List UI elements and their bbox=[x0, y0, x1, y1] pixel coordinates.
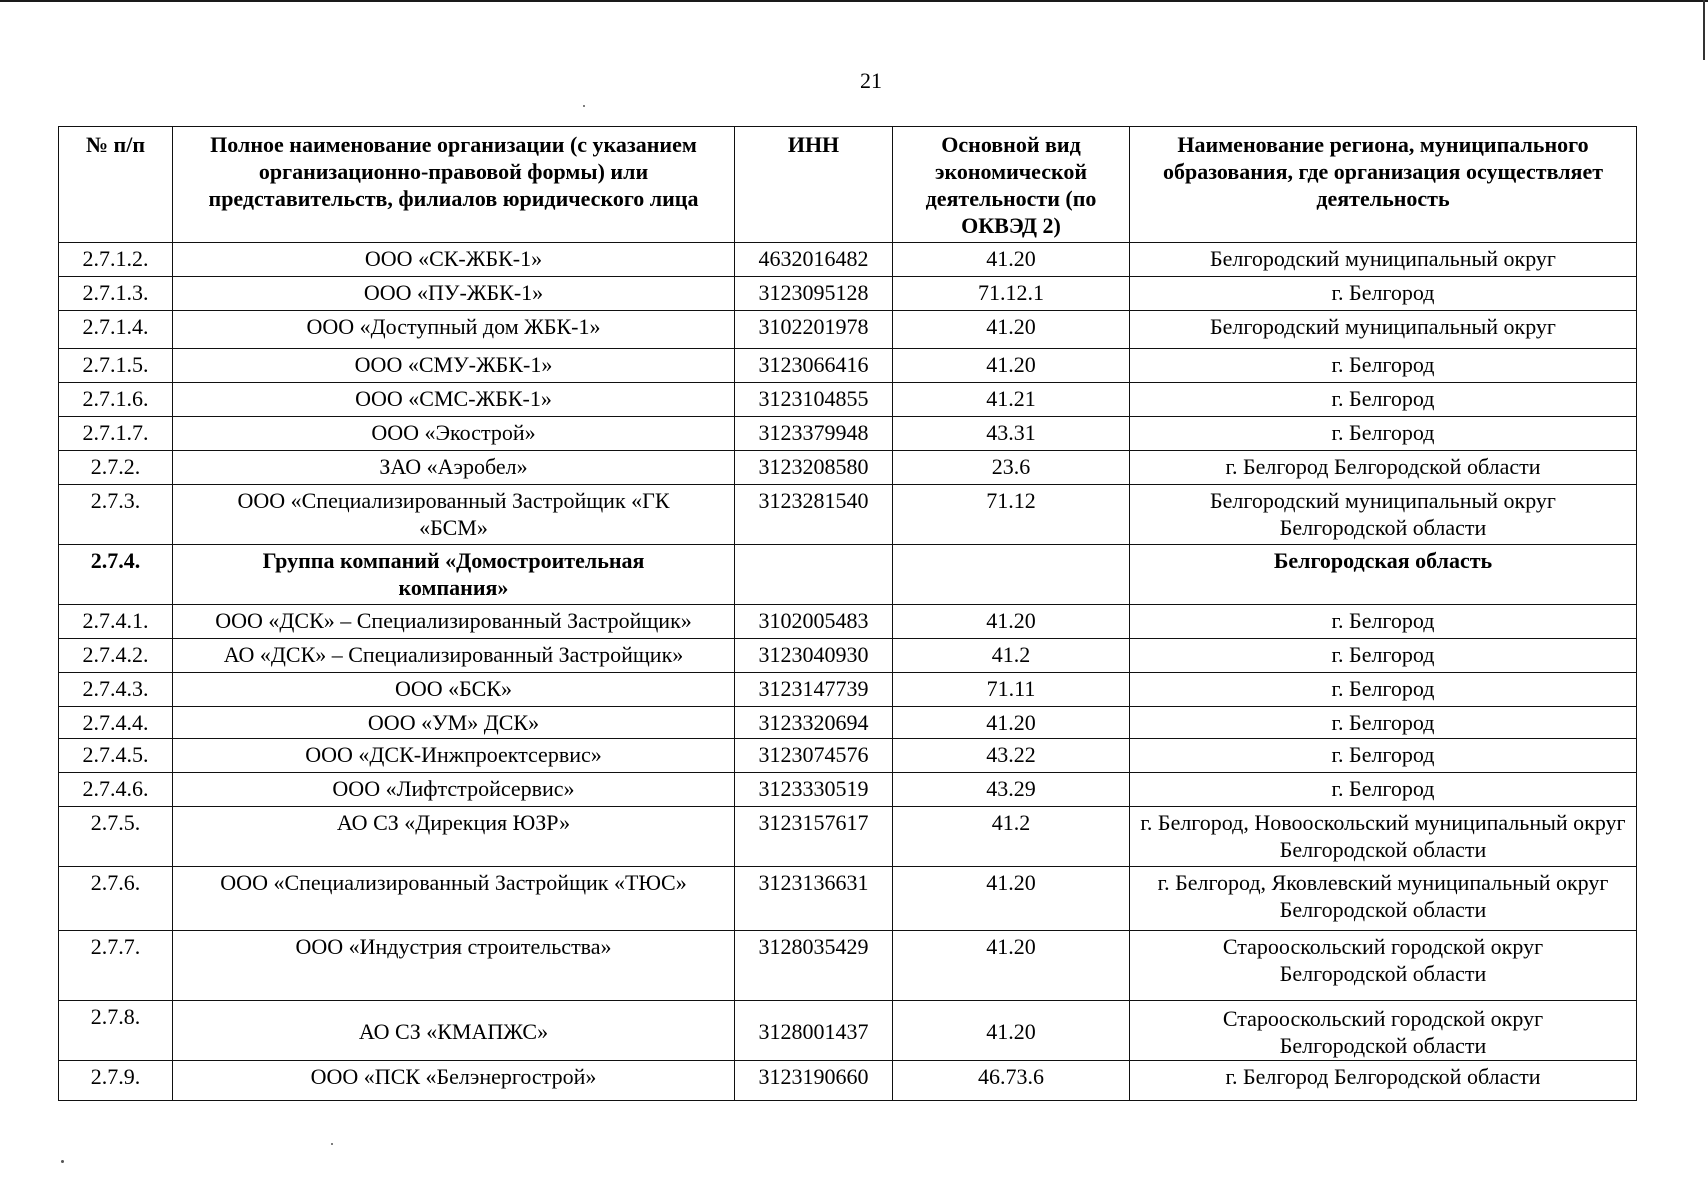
table-row bbox=[59, 349, 1637, 383]
row-okved bbox=[893, 545, 1130, 605]
row-inn: 3123147739 bbox=[735, 673, 893, 707]
row-inn: 3123066416 bbox=[735, 349, 893, 383]
row-num: 2.7.4.5. bbox=[59, 739, 173, 773]
row-name: АО СЗ «Дирекция ЮЗР» bbox=[173, 807, 735, 867]
row-num: 2.7.1.6. bbox=[59, 383, 173, 417]
row-inn: 3123040930 bbox=[735, 639, 893, 673]
row-num: 2.7.4.4. bbox=[59, 707, 173, 739]
row-num: 2.7.1.2. bbox=[59, 243, 173, 277]
row-num: 2.7.3. bbox=[59, 485, 173, 545]
table-row bbox=[59, 383, 1637, 417]
row-num: 2.7.4.1. bbox=[59, 605, 173, 639]
row-region: г. Белгород, Новооскольский муниципальный округ Белгородской области bbox=[1130, 807, 1637, 867]
table-row bbox=[59, 243, 1637, 277]
table-row bbox=[59, 867, 1637, 931]
row-inn: 3123136631 bbox=[735, 867, 893, 931]
scan-speck bbox=[61, 1160, 64, 1163]
row-okved: 41.20 bbox=[893, 243, 1130, 277]
row-name: ООО «Доступный дом ЖБК-1» bbox=[173, 311, 735, 349]
row-name: ООО «СК-ЖБК-1» bbox=[173, 243, 735, 277]
right-scan-edge bbox=[1703, 0, 1705, 60]
page-number: 21 bbox=[860, 68, 882, 93]
row-num: 2.7.1.5. bbox=[59, 349, 173, 383]
row-region: Старооскольский городской округ Белгородской области bbox=[1130, 931, 1637, 1001]
row-num: 2.7.4.3. bbox=[59, 673, 173, 707]
header-num: № п/п bbox=[59, 127, 173, 243]
row-name: ООО «Специализированный Застройщик «ГК «БСМ» bbox=[173, 485, 735, 545]
table-row bbox=[59, 773, 1637, 807]
row-inn: 3123208580 bbox=[735, 451, 893, 485]
organizations-table bbox=[58, 126, 1637, 1101]
row-region: г. Белгород bbox=[1130, 349, 1637, 383]
row-inn: 3123095128 bbox=[735, 277, 893, 311]
row-region: г. Белгород bbox=[1130, 639, 1637, 673]
row-region: Белгородский муниципальный округ bbox=[1130, 243, 1637, 277]
row-num: 2.7.2. bbox=[59, 451, 173, 485]
row-region: г. Белгород, Яковлевский муниципальный округ Белгородской области bbox=[1130, 867, 1637, 931]
row-name: ООО «УМ» ДСК» bbox=[173, 707, 735, 739]
scan-speck bbox=[583, 105, 585, 107]
row-num: 2.7.8. bbox=[59, 1001, 173, 1061]
top-scan-edge bbox=[0, 0, 1708, 2]
row-num: 2.7.5. bbox=[59, 807, 173, 867]
row-name: ЗАО «Аэробел» bbox=[173, 451, 735, 485]
row-inn: 3128035429 bbox=[735, 931, 893, 1001]
row-name: ООО «Специализированный Застройщик «ТЮС» bbox=[173, 867, 735, 931]
row-name: ООО «ДСК-Инжпроектсервис» bbox=[173, 739, 735, 773]
row-num: 2.7.1.3. bbox=[59, 277, 173, 311]
row-num: 2.7.1.4. bbox=[59, 311, 173, 349]
row-region: Белгородский муниципальный округ Белгородской области bbox=[1130, 485, 1637, 545]
table-row bbox=[59, 1061, 1637, 1101]
row-num: 2.7.9. bbox=[59, 1061, 173, 1101]
table-row bbox=[59, 639, 1637, 673]
row-num: 2.7.4.2. bbox=[59, 639, 173, 673]
row-inn: 3128001437 bbox=[735, 1001, 893, 1061]
row-okved: 71.12.1 bbox=[893, 277, 1130, 311]
row-region: г. Белгород bbox=[1130, 773, 1637, 807]
row-inn: 3123330519 bbox=[735, 773, 893, 807]
row-inn: 3123190660 bbox=[735, 1061, 893, 1101]
row-region: г. Белгород bbox=[1130, 673, 1637, 707]
table-row bbox=[59, 311, 1637, 349]
row-region: г. Белгород Белгородской области bbox=[1130, 1061, 1637, 1101]
table-row bbox=[59, 451, 1637, 485]
row-num: 2.7.4.6. bbox=[59, 773, 173, 807]
row-inn: 3123074576 bbox=[735, 739, 893, 773]
row-inn: 3123157617 bbox=[735, 807, 893, 867]
row-okved: 46.73.6 bbox=[893, 1061, 1130, 1101]
row-name: ООО «Экострой» bbox=[173, 417, 735, 451]
header-region: Наименование региона, муниципального образования, где организация осуществляет деятельность bbox=[1130, 127, 1637, 243]
row-name: ООО «Индустрия строительства» bbox=[173, 931, 735, 1001]
row-name: АО «ДСК» – Специализированный Застройщик» bbox=[173, 639, 735, 673]
row-name: ООО «Лифтстройсервис» bbox=[173, 773, 735, 807]
row-inn: 3102005483 bbox=[735, 605, 893, 639]
row-inn: 3102201978 bbox=[735, 311, 893, 349]
table-header-row bbox=[59, 127, 1637, 243]
table-row bbox=[59, 277, 1637, 311]
row-name: ООО «СМУ-ЖБК-1» bbox=[173, 349, 735, 383]
row-okved: 71.11 bbox=[893, 673, 1130, 707]
row-region: г. Белгород bbox=[1130, 707, 1637, 739]
header-inn: ИНН bbox=[735, 127, 893, 243]
row-okved: 43.22 bbox=[893, 739, 1130, 773]
row-inn: 3123104855 bbox=[735, 383, 893, 417]
row-okved: 43.29 bbox=[893, 773, 1130, 807]
row-region: г. Белгород bbox=[1130, 417, 1637, 451]
row-okved: 41.21 bbox=[893, 383, 1130, 417]
table-row bbox=[59, 931, 1637, 1001]
table-row bbox=[59, 739, 1637, 773]
header-name: Полное наименование организации (с указанием организационно-правовой формы) или представительств, филиалов юридического лица bbox=[173, 127, 735, 243]
row-region: Старооскольский городской округ Белгородской области bbox=[1130, 1001, 1637, 1061]
row-okved: 23.6 bbox=[893, 451, 1130, 485]
row-region: Белгородский муниципальный округ bbox=[1130, 311, 1637, 349]
table-row bbox=[59, 605, 1637, 639]
table-row bbox=[59, 707, 1637, 739]
table-row bbox=[59, 1001, 1637, 1061]
row-region: г. Белгород bbox=[1130, 605, 1637, 639]
table-group-row bbox=[59, 545, 1637, 605]
row-okved: 41.2 bbox=[893, 639, 1130, 673]
row-region: г. Белгород Белгородской области bbox=[1130, 451, 1637, 485]
row-region: г. Белгород bbox=[1130, 277, 1637, 311]
row-okved: 41.20 bbox=[893, 707, 1130, 739]
row-num: 2.7.7. bbox=[59, 931, 173, 1001]
row-inn bbox=[735, 545, 893, 605]
row-inn: 3123379948 bbox=[735, 417, 893, 451]
row-okved: 41.20 bbox=[893, 605, 1130, 639]
row-region: г. Белгород bbox=[1130, 383, 1637, 417]
row-name: ООО «ПУ-ЖБК-1» bbox=[173, 277, 735, 311]
row-okved: 41.20 bbox=[893, 349, 1130, 383]
row-name: ООО «ДСК» – Специализированный Застройщик» bbox=[173, 605, 735, 639]
row-name: АО СЗ «КМАПЖС» bbox=[173, 1001, 735, 1061]
table-row bbox=[59, 807, 1637, 867]
table-row bbox=[59, 417, 1637, 451]
row-okved: 43.31 bbox=[893, 417, 1130, 451]
row-num: 2.7.4. bbox=[59, 545, 173, 605]
row-inn: 3123320694 bbox=[735, 707, 893, 739]
row-region: Белгородская область bbox=[1130, 545, 1637, 605]
row-okved: 41.20 bbox=[893, 867, 1130, 931]
table-row bbox=[59, 673, 1637, 707]
row-okved: 41.2 bbox=[893, 807, 1130, 867]
header-okved: Основной вид экономической деятельности (по ОКВЭД 2) bbox=[893, 127, 1130, 243]
row-num: 2.7.6. bbox=[59, 867, 173, 931]
row-name: ООО «ПСК «Белэнергострой» bbox=[173, 1061, 735, 1101]
row-okved: 71.12 bbox=[893, 485, 1130, 545]
row-inn: 4632016482 bbox=[735, 243, 893, 277]
table-row bbox=[59, 485, 1637, 545]
row-region: г. Белгород bbox=[1130, 739, 1637, 773]
row-okved: 41.20 bbox=[893, 931, 1130, 1001]
scan-speck bbox=[331, 1143, 333, 1145]
row-name: ООО «СМС-ЖБК-1» bbox=[173, 383, 735, 417]
row-okved: 41.20 bbox=[893, 311, 1130, 349]
row-name: ООО «БСК» bbox=[173, 673, 735, 707]
row-inn: 3123281540 bbox=[735, 485, 893, 545]
row-name: Группа компаний «Домостроительная компания» bbox=[173, 545, 735, 605]
row-num: 2.7.1.7. bbox=[59, 417, 173, 451]
row-okved: 41.20 bbox=[893, 1001, 1130, 1061]
